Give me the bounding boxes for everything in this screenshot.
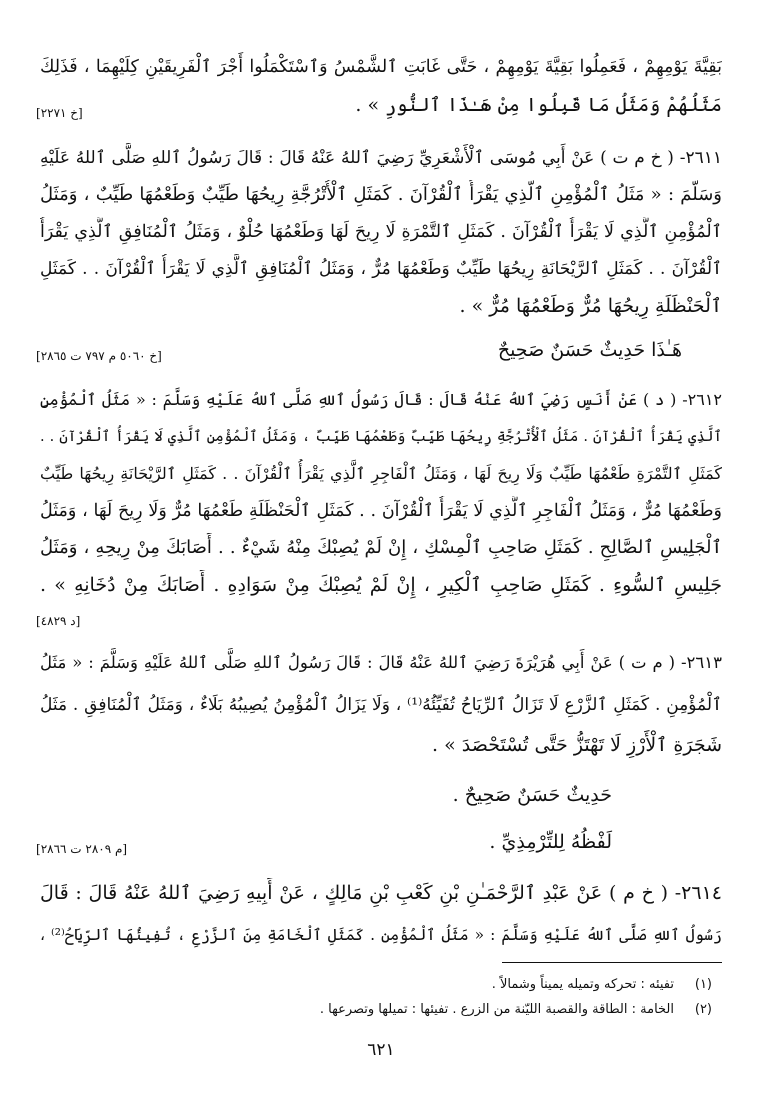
- footnote-number: (٢): [694, 1002, 712, 1017]
- hadith-grade: هَـٰذَا حَدِيثٌ حَسَنٌ صَحِيحٌ: [497, 339, 682, 361]
- text-line: ٱلَّذِي يَقْرَأُ ٱلْقُرْآنَ . مَثَلُ ٱلْأُتْرُجَّةِ رِيحُهَا طَيِّبٌ وَطَعْمُهَا طَيِّبٌ ، وَمَثَلُ ٱلْمُؤْمِنِ ٱلَّذِي لَا يَقْرَأُ ٱلْقُرْآنَ . .: [40, 429, 722, 445]
- footnote-text: الخامة : الطاقة والقصبة الليّنة من الزرع . تفيئها : تميلها وتصرعها .: [319, 1002, 674, 1017]
- text-line: شَجَرَةِ ٱلْأَرْزِ لَا تَهْتَزُّ حَتَّى تُسْتَحْصَدَ » .: [432, 734, 722, 756]
- footnote: [40, 1000, 712, 1020]
- hadith-2614-heading: ٢٦١٤- ( خ م ) عَنْ عَبْدِ ٱلرَّحْمَـٰنِ بْنِ كَعْبِ بْنِ مَالِكٍ ، عَنْ أَبِيهِ رَضِيَ ٱللهُ عَنْهُ قَالَ : قَالَ: [40, 882, 722, 904]
- text-line: كَمَثَلِ ٱلتَّمْرَةِ طَعْمُهَا طَيِّبٌ وَلَا رِيحَ لَهَا ، وَمَثَلُ ٱلْفَاجِرِ ٱلَّذِي يَقْرَأُ ٱلْقُرْآنَ . . كَمَثَلِ ٱلرَّيْحَانَةِ رِيحُهَا طَيِّبٌ: [40, 464, 722, 483]
- footnote: [40, 975, 712, 995]
- text-line: ٱلْقُرْآنَ . . كَمَثَلِ ٱلرَّيْحَانَةِ رِيحُهَا طَيِّبٌ وَطَعْمُهَا مُرٌّ ، وَمَثَلُ ٱلْمُنَافِقِ ٱلَّذِي لَا يَقْرَأُ ٱلْقُرْآنَ . . كَمَثَلِ: [40, 259, 722, 279]
- text-line: ٱلْمُؤْمِنِ ٱلَّذِي لَا يَقْرَأُ ٱلْقُرْآنَ . كَمَثَلِ ٱلتَّمْرَةِ لَا رِيحَ لَهَا وَطَعْمُهَا حُلْوٌ ، وَمَثَلُ ٱلْمُنَافِقِ ٱلَّذِي يَقْرَأُ: [40, 222, 722, 242]
- hadith-2612-heading: ٢٦١٢- ( د ) عَنْ أَنَسٍ رَضِيَ ٱللهُ عَنْهُ قَالَ : قَالَ رَسُولُ ٱللهِ صَلَّى ٱللهُ عَلَيْهِ وَسَلَّمَ : « مَثَلُ ٱلْمُؤْمِنِ: [40, 390, 722, 409]
- text-line: بَقِيَّةَ يَوْمِهِمْ ، فَعَمِلُوا بَقِيَّةَ يَوْمِهِمْ ، حَتَّى غَابَتِ ٱلشَّمْسُ وَٱسْتَكْمَلُوا أَجْرَ ٱلْفَرِيقَيْنِ كِلَيْهِمَا ، فَذَلِكَ: [40, 57, 722, 77]
- source-reference: [خ ٥٠٦٠ م ٧٩٧ ت ٢٨٦٥]: [36, 349, 162, 363]
- text-line: ٱلْحَنْظَلَةِ رِيحُهَا مُرٌّ وَطَعْمُهَا مُرٌّ » .: [459, 295, 722, 317]
- text-line: وَطَعْمُهَا مُرٌّ ، وَمَثَلُ ٱلْفَاجِرِ ٱلَّذِي لَا يَقْرَأُ ٱلْقُرْآنَ . . كَمَثَلِ ٱلْحَنْظَلَةِ طَعْمُهَا مُرٌّ وَلَا رِيحَ لَهَا ، وَمَثَلُ: [40, 501, 722, 521]
- text-line: جَلِيسِ ٱلسُّوءِ . كَمَثَلِ صَاحِبِ ٱلْكِيرِ ، إِنْ لَمْ يُصِبْكَ مِنْ سَوَادِهِ . أَصَابَكَ مِنْ دُخَانِهِ » .: [40, 574, 722, 596]
- footnote-text: تفيئه : تحركه وتميله يميناً وشمالاً .: [491, 977, 674, 992]
- footnote-separator: [502, 962, 722, 963]
- source-reference: [د ٤٨٢٩]: [36, 614, 81, 628]
- source-reference: [م ٢٨٠٩ ت ٢٨٦٦]: [36, 842, 128, 856]
- page-number: ٦٢١: [367, 1040, 395, 1060]
- text-line: ٱلْمُؤْمِنِ . كَمَثَلِ ٱلزَّرْعِ لَا تَزَالُ ٱلرِّيَاحُ تُفَيِّئُهُ⁽¹⁾ ، وَلَا يَزَالُ ٱلْمُؤْمِنُ يُصِيبُهُ بَلَاءٌ ، وَمَثَلُ ٱلْمُنَافِقِ . مَثَلُ: [40, 695, 722, 715]
- source-reference: [خ ٢٢٧١]: [36, 106, 83, 120]
- text-line: ٱلْجَلِيسِ ٱلصَّالِحِ . كَمَثَلِ صَاحِبِ ٱلْمِسْكِ ، إِنْ لَمْ يُصِبْكَ مِنْهُ شَيْءٌ . . أَصَابَكَ مِنْ رِيحِهِ ، وَمَثَلُ: [40, 537, 722, 558]
- hadith-2613-heading: ٢٦١٣- ( م ت ) عَنْ أَبِي هُرَيْرَةَ رَضِيَ ٱللهُ عَنْهُ قَالَ : قَالَ رَسُولُ ٱللهِ صَلَّى ٱللهُ عَلَيْهِ وَسَلَّمَ : « مَثَلُ: [40, 653, 722, 672]
- text-line: مَثَلُهُمْ وَمَثَلُ مَا قَبِلُوا مِنْ هَـٰذَا ٱلنُّورِ » .: [355, 94, 722, 116]
- footnote-number: (١): [694, 977, 712, 992]
- text-line: وَسَلَّمَ : « مَثَلُ ٱلْمُؤْمِنِ ٱلَّذِي يَقْرَأُ ٱلْقُرْآنَ . كَمَثَلِ ٱلْأُتْرُجَّةِ رِيحُهَا طَيِّبٌ وَطَعْمُهَا طَيِّبٌ ، وَمَثَلُ: [40, 184, 722, 205]
- wording-note: لَفْظُهُ لِلتِّرْمِذِيِّ .: [489, 831, 612, 853]
- hadith-2611-heading: ٢٦١١- ( خ م ت ) عَنْ أَبِي مُوسَى ٱلْأَشْعَرِيِّ رَضِيَ ٱللهُ عَنْهُ قَالَ : قَالَ رَسُولُ ٱللهِ صَلَّى ٱللهُ عَلَيْهِ: [40, 148, 722, 168]
- hadith-grade: حَدِيثٌ حَسَنٌ صَحِيحٌ .: [452, 784, 612, 806]
- text-line: رَسُولُ ٱللهِ صَلَّى ٱللهُ عَلَيْهِ وَسَلَّمَ : « مَثَلُ ٱلْمُؤْمِنِ . كَمَثَلِ ٱلْخَامَةِ مِنَ ٱلزَّرْعِ ، تُفِيئُهَا ٱلرِّيَاحُ⁽²⁾ ،: [40, 926, 722, 944]
